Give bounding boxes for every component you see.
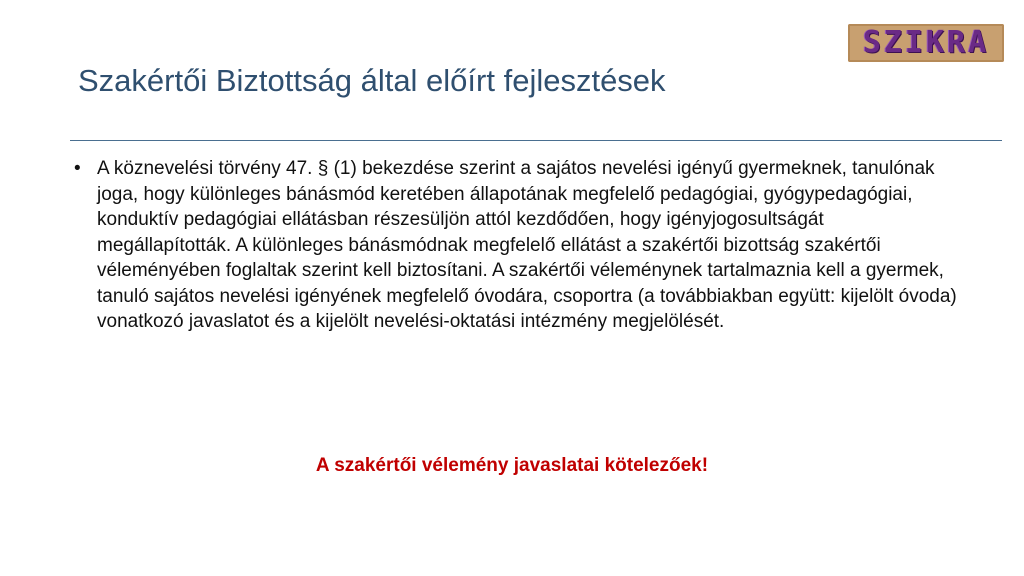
bullet-icon: • (74, 158, 81, 179)
bullet-text: A köznevelési törvény 47. § (1) bekezdése szerint a sajátos nevelési igényű gyermeknek, tanulónak joga, hogy különleges bánásmód keretében állapotának megfelelő pedagógiai, gyógypedagógiai, konduktív pedagógiai ellátásban részesüljön attól kezdődően, hogy igényjogosultságát megállapították. A különleges bánásmódnak megfelelő ellátást a szakértői bizottság szakértői véleményében foglaltak szerint kell biztosítani. A szakértői véleménynek tartalmaznia kell a gyermek, tanuló sajátos nevelési igényének megfelelő óvodára, csoportra (a továbbiakban együtt: kijelölt óvoda) vonatkozó javaslatot és a kijelölt nevelési-oktatási intézmény megjelölését. (97, 158, 957, 332)
szikra-logo (848, 24, 1004, 62)
list-item (60, 156, 960, 335)
logo-text: SZIKRA (862, 25, 990, 60)
title-divider (70, 140, 1002, 141)
emphasis-text: A szakértői vélemény javaslatai kötelezőek! (315, 455, 709, 476)
slide-title: Szakértői Biztottság által előírt fejlesztések (78, 63, 666, 98)
bullet-list (60, 156, 960, 335)
